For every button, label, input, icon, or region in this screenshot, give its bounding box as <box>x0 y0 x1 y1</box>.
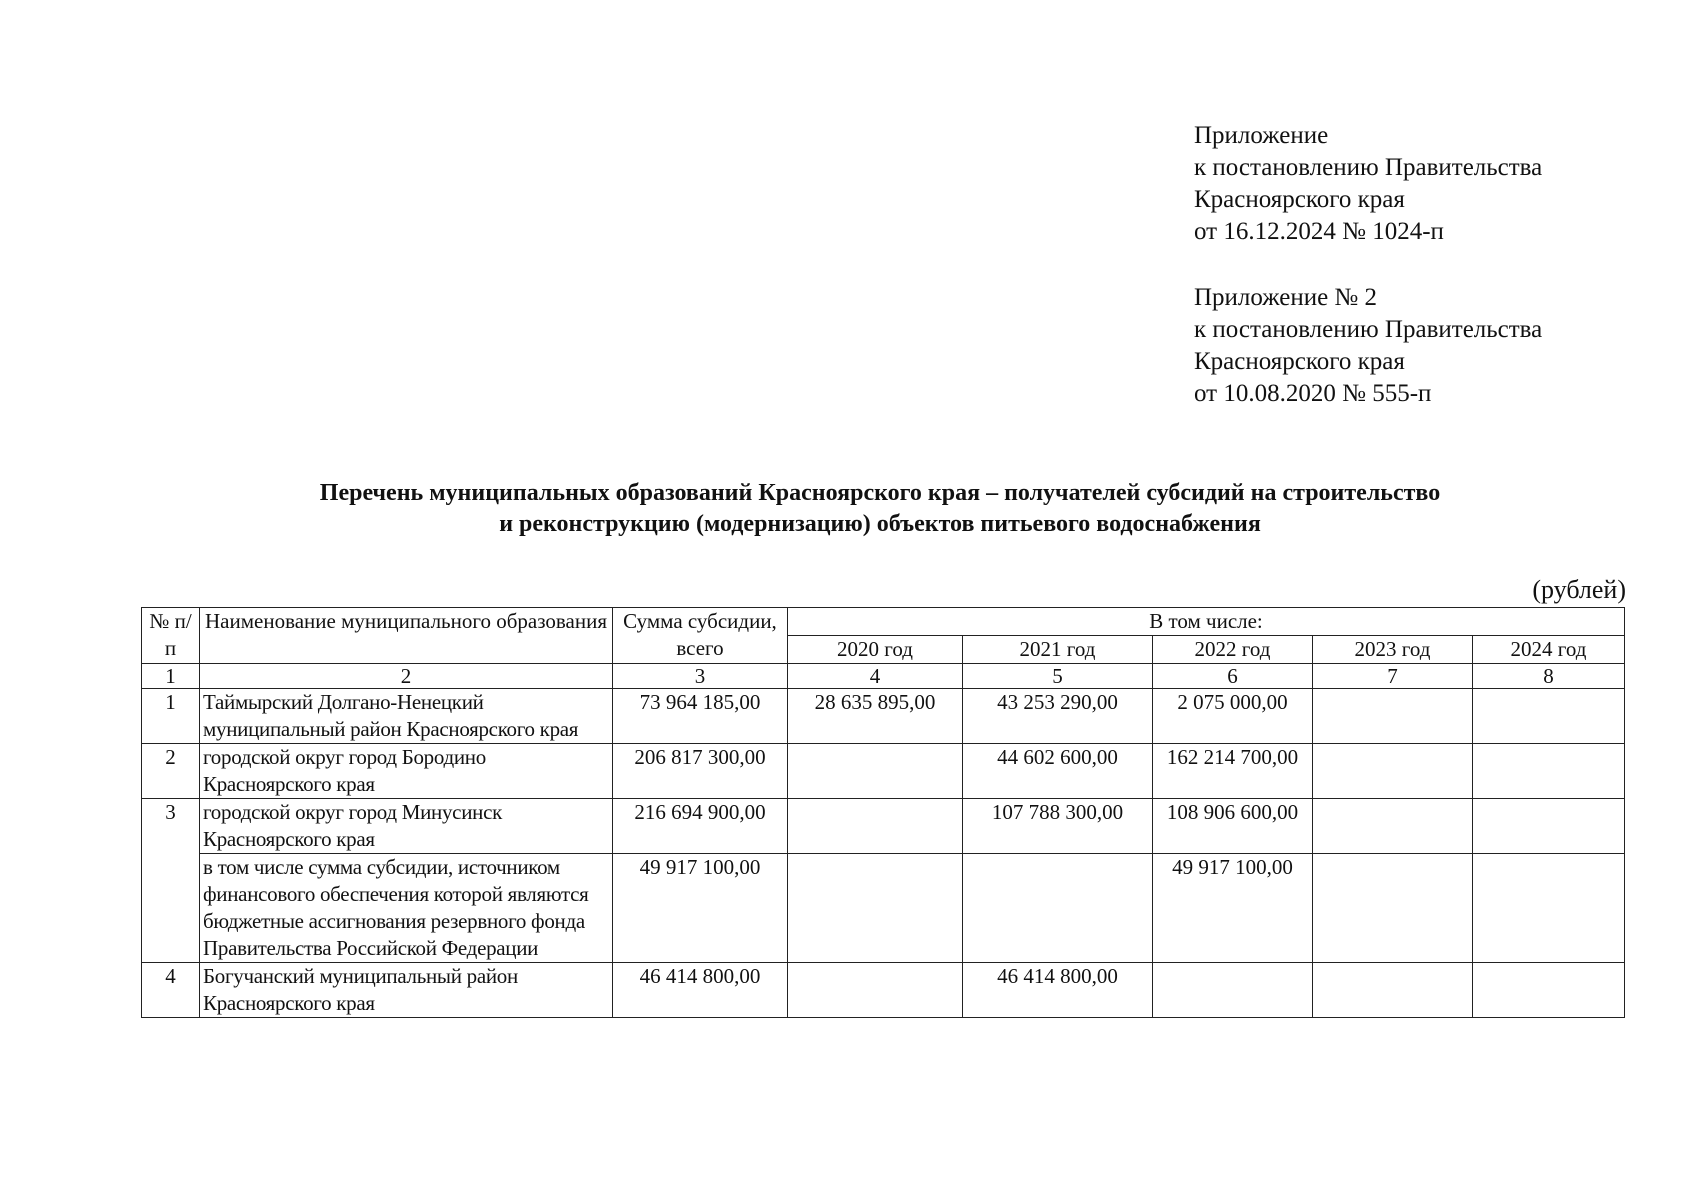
table-header-row <box>142 608 1625 636</box>
row-total: 46 414 800,00 <box>613 963 788 1018</box>
header-year-2020: 2020 год <box>788 636 963 664</box>
row-2023 <box>1313 744 1473 799</box>
appendix-1-block <box>1194 120 1542 248</box>
table-row <box>142 963 1625 1018</box>
row-name: Таймырский Долгано-Ненецкий муниципальный район Красноярского края <box>200 689 613 744</box>
column-number: 7 <box>1313 664 1473 689</box>
row-name: Богучанский муниципальный район Красноярского края <box>200 963 613 1018</box>
row-2024 <box>1473 744 1625 799</box>
column-number-row <box>142 664 1625 689</box>
row-2022: 162 214 700,00 <box>1153 744 1313 799</box>
appendix-2-block <box>1194 282 1542 410</box>
header-year-2022: 2022 год <box>1153 636 1313 664</box>
row-name: городской округ город Минусинск Красноярского края <box>200 799 613 854</box>
row-total: 73 964 185,00 <box>613 689 788 744</box>
row-2024 <box>1473 854 1625 963</box>
row-2023 <box>1313 689 1473 744</box>
row-2020 <box>788 854 963 963</box>
column-number: 1 <box>142 664 200 689</box>
appendix-2-line: Приложение № 2 <box>1194 284 1378 311</box>
appendix-1-line: Приложение <box>1194 122 1329 149</box>
row-2021 <box>963 854 1153 963</box>
header-name: Наименование муниципального образования <box>200 608 613 664</box>
header-year-2021: 2021 год <box>963 636 1153 664</box>
row-2022: 108 906 600,00 <box>1153 799 1313 854</box>
row-2022 <box>1153 963 1313 1018</box>
row-2021: 46 414 800,00 <box>963 963 1153 1018</box>
row-2021: 43 253 290,00 <box>963 689 1153 744</box>
appendix-2-line: Красноярского края <box>1194 348 1405 375</box>
row-2022: 49 917 100,00 <box>1153 854 1313 963</box>
table-row <box>142 744 1625 799</box>
table-row <box>142 799 1625 854</box>
row-num: 1 <box>142 689 200 744</box>
row-2022: 2 075 000,00 <box>1153 689 1313 744</box>
row-2023 <box>1313 963 1473 1018</box>
row-total: 216 694 900,00 <box>613 799 788 854</box>
header-total: Сумма субсидии, всего <box>613 608 788 664</box>
row-num <box>142 854 200 963</box>
row-total: 49 917 100,00 <box>613 854 788 963</box>
units-label: (рублей) <box>1532 575 1626 604</box>
document-title-line-2: и реконструкцию (модернизацию) объектов питьевого водоснабжения <box>499 511 1261 537</box>
header-including: В том числе: <box>788 608 1625 636</box>
row-num: 4 <box>142 963 200 1018</box>
row-2020: 28 635 895,00 <box>788 689 963 744</box>
column-number: 8 <box>1473 664 1625 689</box>
row-num: 2 <box>142 744 200 799</box>
row-2020 <box>788 744 963 799</box>
row-2021: 107 788 300,00 <box>963 799 1153 854</box>
row-2024 <box>1473 799 1625 854</box>
appendix-1-line: от 16.12.2024 № 1024-п <box>1194 218 1444 245</box>
header-year-2023: 2023 год <box>1313 636 1473 664</box>
appendix-1-line: Красноярского края <box>1194 186 1405 213</box>
document-title <box>120 478 1640 540</box>
column-number: 6 <box>1153 664 1313 689</box>
row-name: городской округ город Бородино Красноярского края <box>200 744 613 799</box>
row-2023 <box>1313 854 1473 963</box>
row-total: 206 817 300,00 <box>613 744 788 799</box>
appendix-2-line: от 10.08.2020 № 555-п <box>1194 380 1432 407</box>
column-number: 2 <box>200 664 613 689</box>
row-2020 <box>788 799 963 854</box>
column-number: 5 <box>963 664 1153 689</box>
table-row-subitem <box>142 854 1625 963</box>
row-2020 <box>788 963 963 1018</box>
appendix-1-line: к постановлению Правительства <box>1194 154 1543 181</box>
column-number: 3 <box>613 664 788 689</box>
row-2021: 44 602 600,00 <box>963 744 1153 799</box>
row-2023 <box>1313 799 1473 854</box>
document-title-line-1: Перечень муниципальных образований Красноярского края – получателей субсидий на строительство <box>319 480 1441 506</box>
header-num: № п/п <box>142 608 200 664</box>
table-row <box>142 689 1625 744</box>
header-year-2024: 2024 год <box>1473 636 1625 664</box>
row-2024 <box>1473 689 1625 744</box>
subsidy-table <box>141 607 1625 1018</box>
appendix-2-line: к постановлению Правительства <box>1194 316 1543 343</box>
column-number: 4 <box>788 664 963 689</box>
row-num: 3 <box>142 799 200 854</box>
row-2024 <box>1473 963 1625 1018</box>
row-name: в том числе сумма субсидии, источником финансового обеспечения которой являются бюджетные ассигнования резервного фонда Правительства Российской Федерации <box>200 854 613 963</box>
